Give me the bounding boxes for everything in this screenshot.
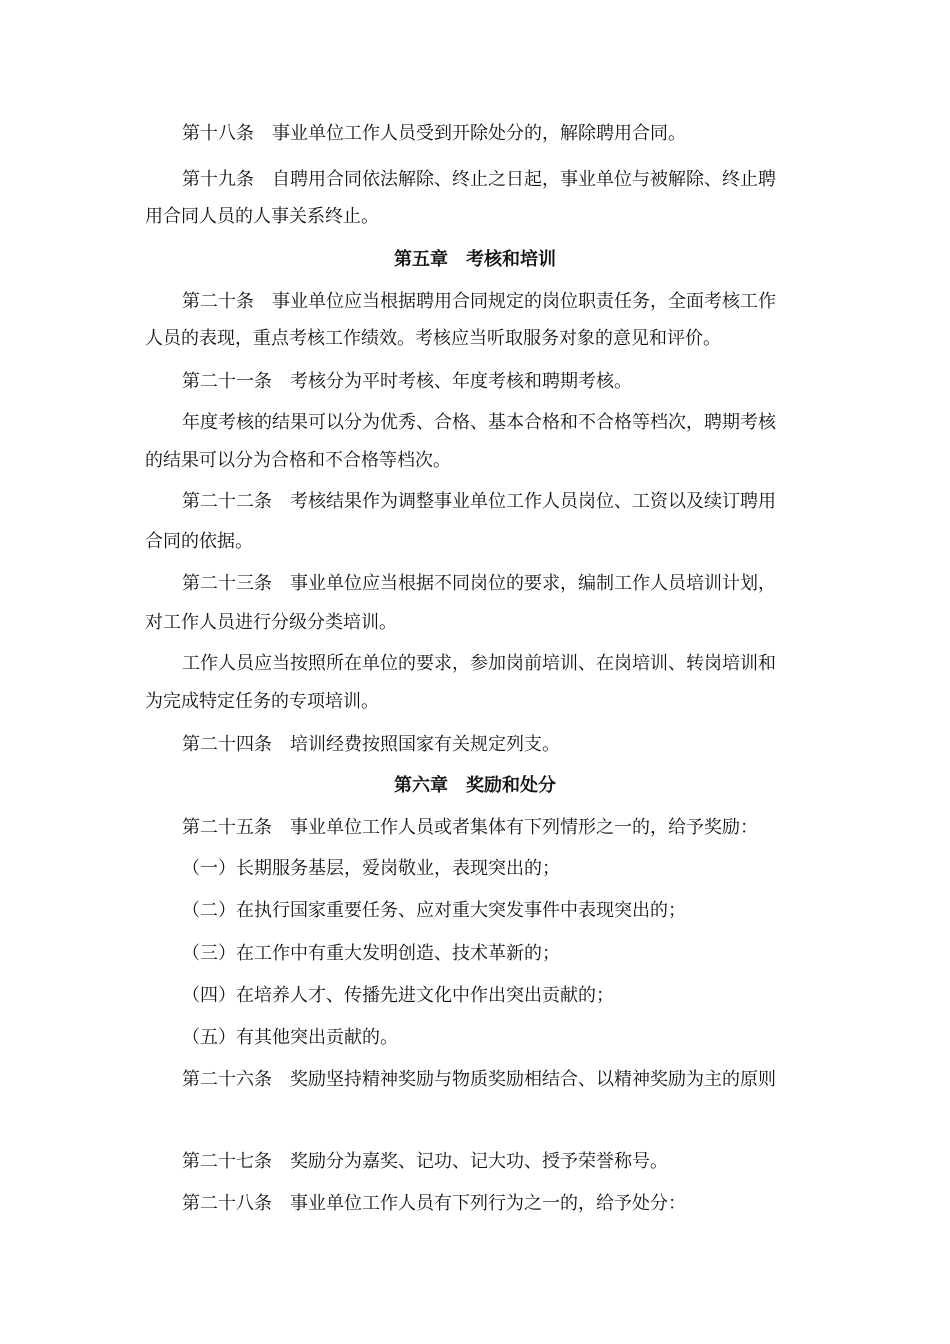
- article-20-continued: 人员的表现，重点考核工作绩效。考核应当听取服务对象的意见和评价。: [145, 328, 721, 349]
- article-number: 第二十一条: [182, 371, 272, 392]
- chapter-title: 考核和培训: [466, 249, 556, 270]
- list-item: （一）长期服务基层，爱岗敬业，表现突出的；: [182, 858, 560, 879]
- article-24: [182, 733, 560, 757]
- article-26: [182, 1068, 776, 1092]
- article-number: 第二十二条: [182, 491, 272, 512]
- article-number: 第二十六条: [182, 1069, 272, 1090]
- article-21: [182, 370, 632, 394]
- article-text: 事业单位工作人员或者集体有下列情形之一的，给予奖励：: [290, 817, 758, 838]
- article-text: 培训经费按照国家有关规定列支。: [290, 734, 560, 755]
- article-text: 考核结果作为调整事业单位工作人员岗位、工资以及续订聘用: [290, 491, 776, 512]
- article-text: 自聘用合同依法解除、终止之日起，事业单位与被解除、终止聘: [272, 169, 776, 190]
- article-21-paragraph-2: 年度考核的结果可以分为优秀、合格、基本合格和不合格等档次，聘期考核: [182, 412, 776, 433]
- chapter-6-heading: [0, 774, 950, 798]
- article-22: [182, 490, 776, 514]
- article-27: [182, 1150, 668, 1174]
- article-number: 第二十条: [182, 291, 254, 312]
- article-18: [182, 122, 686, 146]
- article-23-paragraph-2-continued: 为完成特定任务的专项培训。: [145, 691, 379, 712]
- article-28: [182, 1192, 686, 1216]
- chapter-5-heading: [0, 248, 950, 272]
- article-number: 第二十四条: [182, 734, 272, 755]
- article-number: 第二十八条: [182, 1193, 272, 1214]
- article-text: 奖励分为嘉奖、记功、记大功、授予荣誉称号。: [290, 1151, 668, 1172]
- article-23: [182, 572, 776, 596]
- article-text: 事业单位应当根据聘用合同规定的岗位职责任务，全面考核工作: [272, 291, 776, 312]
- list-item: （三）在工作中有重大发明创造、技术革新的；: [182, 943, 560, 964]
- article-23-continued: 对工作人员进行分级分类培训。: [145, 612, 397, 633]
- article-23-paragraph-2: 工作人员应当按照所在单位的要求，参加岗前培训、在岗培训、转岗培训和: [182, 653, 776, 674]
- article-number: 第十九条: [182, 169, 254, 190]
- list-item: （四）在培养人才、传播先进文化中作出突出贡献的；: [182, 985, 614, 1006]
- chapter-number: 第五章: [394, 249, 448, 270]
- article-number: 第十八条: [182, 123, 254, 144]
- article-22-continued: 合同的依据。: [145, 531, 253, 552]
- list-item: （五）有其他突出贡献的。: [182, 1027, 398, 1048]
- chapter-title: 奖励和处分: [466, 775, 556, 796]
- article-19: [182, 168, 776, 192]
- article-25: [182, 816, 758, 840]
- article-number: 第二十七条: [182, 1151, 272, 1172]
- article-19-continued: 用合同人员的人事关系终止。: [145, 206, 379, 227]
- article-21-paragraph-2-continued: 的结果可以分为合格和不合格等档次。: [145, 450, 451, 471]
- article-text: 考核分为平时考核、年度考核和聘期考核。: [290, 371, 632, 392]
- list-item: （二）在执行国家重要任务、应对重大突发事件中表现突出的；: [182, 900, 686, 921]
- article-number: 第二十五条: [182, 817, 272, 838]
- article-text: 事业单位应当根据不同岗位的要求，编制工作人员培训计划，: [290, 573, 776, 594]
- chapter-number: 第六章: [394, 775, 448, 796]
- article-text: 事业单位工作人员有下列行为之一的，给予处分：: [290, 1193, 686, 1214]
- article-text: 事业单位工作人员受到开除处分的，解除聘用合同。: [272, 123, 686, 144]
- article-number: 第二十三条: [182, 573, 272, 594]
- article-text: 奖励坚持精神奖励与物质奖励相结合、以精神奖励为主的原则: [290, 1069, 776, 1090]
- article-20: [182, 290, 776, 314]
